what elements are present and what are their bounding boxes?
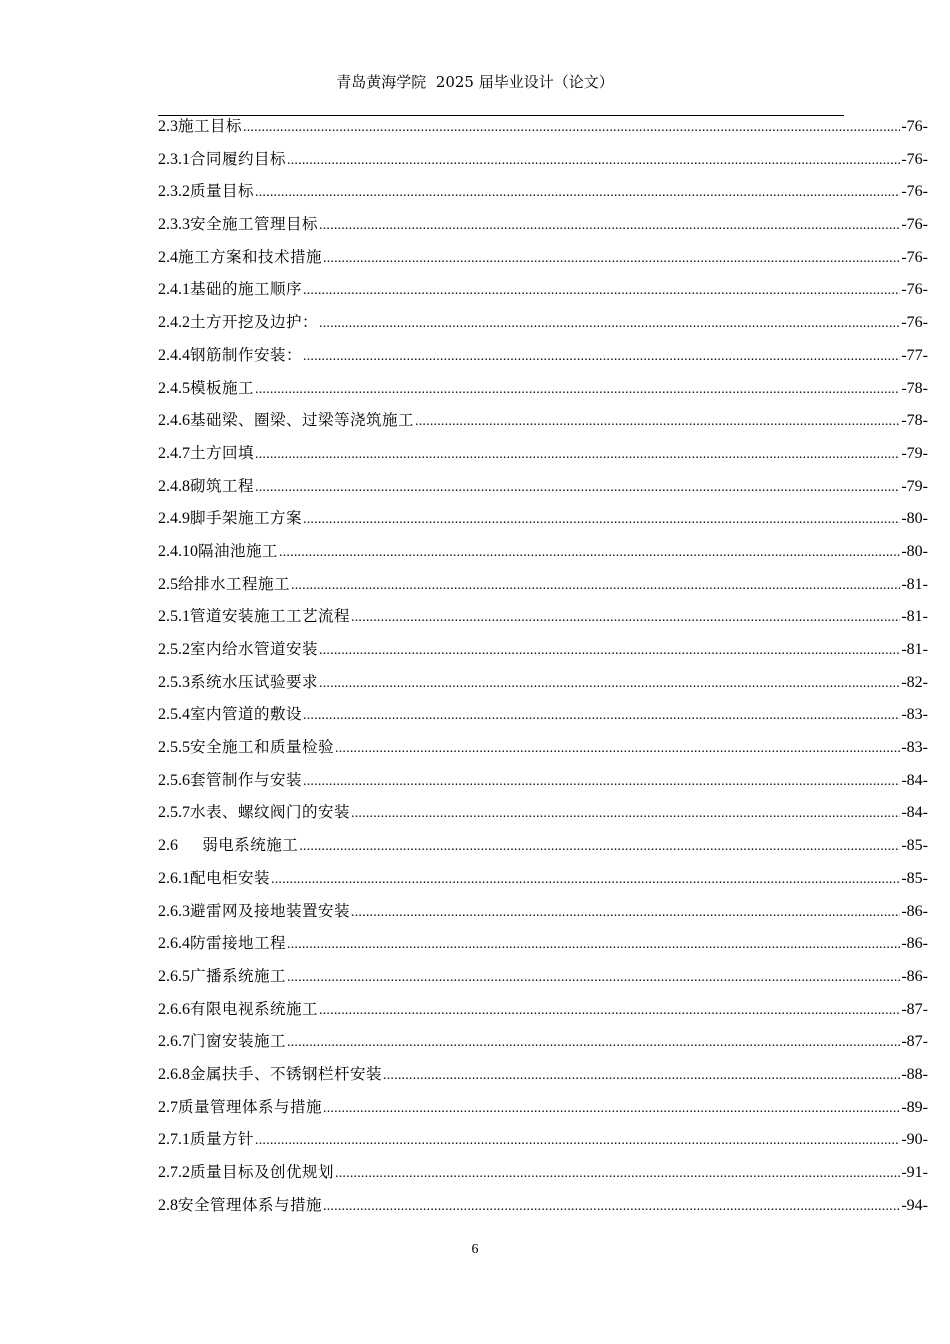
toc-dot-leader — [299, 834, 900, 860]
toc-entry-title: 安全管理体系与措施 — [178, 1195, 323, 1214]
toc-entry-page: -80- — [901, 542, 928, 560]
toc-entry-number: 2.6.1 — [158, 869, 190, 887]
toc-entry-number: 2.3 — [158, 118, 178, 135]
toc-dot-leader — [287, 965, 900, 991]
toc-entry[interactable] — [158, 1192, 928, 1225]
toc-entry[interactable] — [158, 146, 928, 179]
toc-entry[interactable] — [158, 734, 928, 767]
toc-entry-page: -76- — [901, 314, 928, 332]
toc-entry[interactable] — [158, 407, 928, 440]
toc-entry-page: -76- — [901, 118, 928, 135]
toc-entry-number: 2.5.7 — [158, 804, 190, 822]
toc-entry-title: 施工方案和技术措施 — [178, 247, 323, 266]
toc-entry-page: -76- — [901, 216, 928, 234]
toc-entry-page: -94- — [901, 1196, 928, 1214]
toc-dot-leader — [255, 442, 900, 468]
toc-entry-number: 2.4.4 — [158, 346, 190, 364]
toc-entry-title: 室内管道的敷设 — [190, 705, 303, 724]
toc-entry[interactable] — [158, 1159, 928, 1192]
toc-entry[interactable] — [158, 767, 928, 800]
toc-entry-title: 隔油池施工 — [198, 541, 279, 560]
toc-dot-leader — [351, 801, 900, 827]
toc-entry-number: 2.4.6 — [158, 412, 190, 430]
toc-entry[interactable] — [158, 1094, 928, 1127]
toc-entry[interactable] — [158, 473, 928, 506]
toc-dot-leader — [279, 540, 900, 566]
toc-dot-leader — [383, 1063, 900, 1089]
table-of-contents — [158, 113, 928, 1224]
toc-entry-number: 2.7.2 — [158, 1164, 190, 1181]
toc-entry-page: -80- — [901, 510, 928, 528]
toc-entry-number: 2.8 — [158, 1196, 178, 1214]
toc-entry-number: 2.6.5 — [158, 967, 190, 985]
toc-entry-page: -81- — [901, 575, 928, 593]
toc-entry-page: -89- — [901, 1098, 928, 1116]
toc-entry-title: 广播系统施工 — [190, 966, 287, 985]
toc-entry-title: 模板施工 — [190, 378, 255, 397]
toc-entry-title: 质量目标 — [190, 182, 255, 201]
page-header: 青岛黄海学院 2025 届毕业设计（论文） — [336, 73, 614, 91]
toc-entry-page: -76- — [901, 150, 928, 168]
toc-entry-title: 防雷接地工程 — [190, 934, 287, 953]
toc-entry[interactable] — [158, 636, 928, 669]
toc-entry-page: -84- — [901, 771, 928, 789]
toc-entry-page: -78- — [901, 412, 928, 430]
toc-entry-number: 2.4 — [158, 248, 178, 266]
toc-entry-page: -79- — [901, 444, 928, 462]
toc-dot-leader — [415, 409, 900, 435]
toc-entry-title: 金属扶手、不锈钢栏杆安装 — [190, 1064, 383, 1083]
toc-entry-page: -86- — [901, 967, 928, 985]
toc-entry-number: 2.5.6 — [158, 771, 190, 789]
toc-dot-leader — [319, 213, 900, 239]
toc-entry-page: -76- — [901, 183, 928, 201]
toc-entry-page: -83- — [901, 706, 928, 724]
toc-entry-title: 给排水工程施工 — [178, 574, 291, 593]
toc-entry-title: 弱电系统施工 — [202, 836, 299, 855]
toc-entry[interactable] — [158, 701, 928, 734]
toc-entry-page: -76- — [901, 248, 928, 266]
toc-entry-title: 套管制作与安装 — [190, 770, 303, 789]
toc-entry-title: 土方回填 — [190, 443, 255, 462]
toc-entry-number: 2.3.3 — [158, 216, 190, 234]
toc-entry-page: -79- — [901, 477, 928, 495]
toc-dot-leader — [323, 246, 900, 272]
toc-entry-number: 2.6.4 — [158, 935, 190, 953]
toc-dot-leader — [303, 703, 900, 729]
toc-dot-leader — [319, 638, 900, 664]
toc-entry[interactable] — [158, 211, 928, 244]
toc-dot-leader — [255, 377, 900, 403]
toc-entry-title: 室内给水管道安装 — [190, 640, 319, 658]
toc-entry-page: -84- — [901, 804, 928, 822]
toc-entry[interactable] — [158, 178, 928, 211]
toc-entry-number: 2.5.2 — [158, 641, 190, 658]
toc-dot-leader — [303, 769, 900, 795]
toc-dot-leader — [335, 1161, 900, 1187]
toc-entry-number: 2.4.10 — [158, 542, 198, 560]
toc-entry[interactable] — [158, 375, 928, 408]
toc-entry-title: 施工目标 — [178, 117, 243, 135]
toc-entry[interactable] — [158, 440, 928, 473]
toc-entry-page: -77- — [901, 346, 928, 364]
toc-entry-number: 2.7 — [158, 1098, 178, 1116]
page-number: 6 — [471, 1242, 479, 1257]
toc-entry[interactable] — [158, 832, 928, 865]
toc-entry[interactable] — [158, 1061, 928, 1094]
toc-entry-title: 基础的施工顺序 — [190, 280, 303, 299]
toc-entry[interactable] — [158, 996, 928, 1029]
toc-entry-title: 钢筋制作安装： — [190, 345, 303, 364]
toc-entry-page: -82- — [901, 673, 928, 691]
toc-dot-leader — [319, 998, 900, 1024]
toc-entry[interactable] — [158, 603, 928, 636]
toc-dot-leader — [287, 1030, 900, 1056]
toc-entry-number: 2.4.8 — [158, 477, 190, 495]
toc-entry-title: 质量方针 — [190, 1130, 255, 1149]
toc-dot-leader — [319, 311, 900, 337]
toc-dot-leader — [303, 344, 900, 370]
toc-entry-page: -83- — [901, 739, 928, 757]
toc-entry-number: 2.5.5 — [158, 739, 190, 757]
toc-entry-title: 土方开挖及边护： — [190, 313, 319, 332]
toc-entry-title: 门窗安装施工 — [190, 1032, 287, 1051]
toc-dot-leader — [323, 1194, 900, 1220]
toc-entry-title: 避雷网及接地装置安装 — [190, 901, 351, 920]
toc-dot-leader — [287, 932, 900, 958]
toc-entry-title: 质量管理体系与措施 — [178, 1097, 323, 1116]
toc-entry-number: 2.6.6 — [158, 1000, 190, 1018]
toc-entry[interactable] — [158, 276, 928, 309]
toc-entry[interactable] — [158, 799, 928, 832]
toc-dot-leader — [243, 115, 900, 141]
toc-entry-number: 2.7.1 — [158, 1131, 190, 1149]
toc-entry-number: 2.5.4 — [158, 706, 190, 724]
toc-dot-leader — [287, 148, 900, 174]
toc-entry-number: 2.4.2 — [158, 314, 190, 332]
toc-entry[interactable] — [158, 930, 928, 963]
toc-entry-title: 水表、螺纹阀门的安装 — [190, 803, 351, 822]
toc-entry-number: 2.4.7 — [158, 444, 190, 462]
toc-dot-leader — [335, 736, 900, 762]
toc-entry[interactable] — [158, 113, 928, 146]
toc-entry-number: 2.3.2 — [158, 183, 190, 201]
toc-entry-title: 合同履约目标 — [190, 149, 287, 168]
toc-dot-leader — [303, 278, 900, 304]
toc-entry-page: -81- — [901, 641, 928, 658]
toc-dot-leader — [255, 1128, 900, 1154]
toc-entry-page: -86- — [901, 935, 928, 953]
toc-dot-leader — [255, 180, 900, 206]
toc-dot-leader — [323, 1096, 900, 1122]
toc-entry-title: 脚手架施工方案 — [190, 509, 303, 528]
toc-dot-leader — [351, 900, 900, 926]
toc-entry-page: -88- — [901, 1065, 928, 1083]
toc-entry-number: 2.5.1 — [158, 608, 190, 626]
toc-entry[interactable] — [158, 1126, 928, 1159]
toc-entry-page: -81- — [901, 608, 928, 626]
toc-entry-number: 2.6.3 — [158, 902, 190, 920]
toc-entry-title: 质量目标及创优规划 — [190, 1163, 335, 1181]
toc-dot-leader — [351, 605, 900, 631]
toc-entry-number: 2.6.8 — [158, 1065, 190, 1083]
toc-entry-title: 有限电视系统施工 — [190, 999, 319, 1018]
toc-entry-page: -86- — [901, 902, 928, 920]
toc-entry[interactable] — [158, 669, 928, 702]
toc-entry[interactable] — [158, 505, 928, 538]
toc-entry-number: 2.5 — [158, 575, 178, 593]
toc-entry[interactable] — [158, 1028, 928, 1061]
toc-entry-title: 系统水压试验要求 — [190, 672, 319, 691]
toc-entry-number: 2.3.1 — [158, 150, 190, 168]
toc-entry-title: 基础梁、圈梁、过梁等浇筑施工 — [190, 411, 415, 430]
toc-dot-leader — [271, 867, 900, 893]
toc-entry[interactable] — [158, 342, 928, 375]
toc-entry[interactable] — [158, 244, 928, 277]
toc-entry[interactable] — [158, 571, 928, 604]
toc-entry-page: -90- — [901, 1131, 928, 1149]
toc-entry-title: 安全施工和质量检验 — [190, 738, 335, 757]
toc-entry[interactable] — [158, 898, 928, 931]
toc-dot-leader — [291, 573, 900, 599]
toc-entry-page: -87- — [901, 1000, 928, 1018]
toc-entry-page: -85- — [901, 869, 928, 887]
toc-entry[interactable] — [158, 963, 928, 996]
toc-entry-page: -91- — [901, 1164, 928, 1181]
toc-entry-number: 2.6 — [158, 837, 178, 855]
toc-entry-title: 配电柜安装 — [190, 868, 271, 887]
toc-entry[interactable] — [158, 865, 928, 898]
toc-entry-number: 2.4.5 — [158, 379, 190, 397]
toc-entry-page: -78- — [901, 379, 928, 397]
toc-entry-page: -85- — [901, 837, 928, 855]
toc-entry-title: 安全施工管理目标 — [190, 215, 319, 234]
toc-entry[interactable] — [158, 309, 928, 342]
toc-dot-leader — [255, 475, 900, 501]
toc-entry-number: 2.4.1 — [158, 281, 190, 299]
toc-entry[interactable] — [158, 538, 928, 571]
toc-entry-number: 2.4.9 — [158, 510, 190, 528]
toc-entry-page: -76- — [901, 281, 928, 299]
toc-entry-page: -87- — [901, 1033, 928, 1051]
toc-entry-title: 砌筑工程 — [190, 476, 255, 495]
toc-entry-number: 2.5.3 — [158, 673, 190, 691]
toc-entry-number: 2.6.7 — [158, 1033, 190, 1051]
toc-dot-leader — [319, 671, 900, 697]
toc-dot-leader — [303, 507, 900, 533]
toc-entry-title: 管道安装施工工艺流程 — [190, 607, 351, 626]
